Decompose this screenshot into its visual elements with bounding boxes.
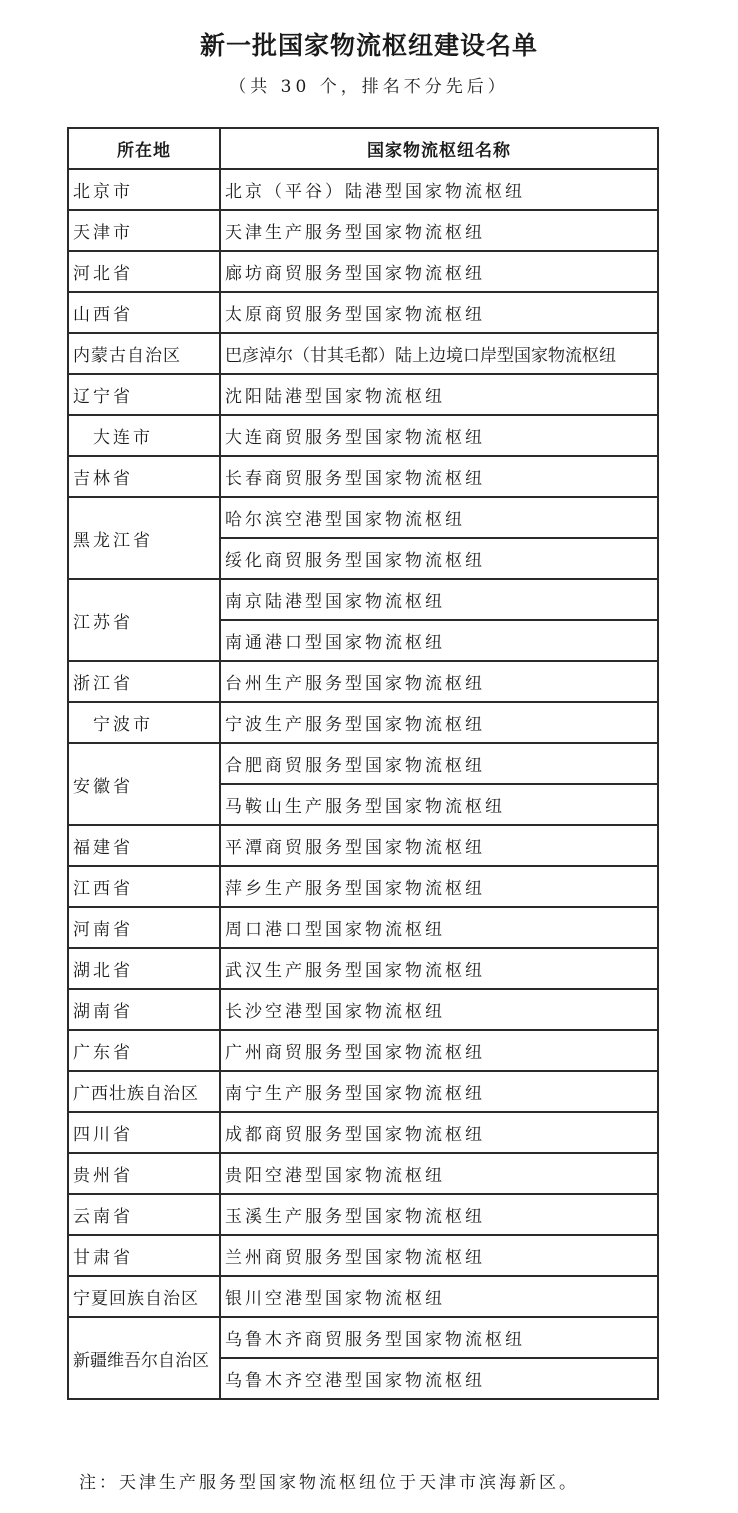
- hub-name-cell: 南通港口型国家物流枢纽: [220, 620, 658, 661]
- table-row: [68, 415, 658, 456]
- table-row: [68, 661, 658, 702]
- hub-name-cell: 武汉生产服务型国家物流枢纽: [220, 948, 658, 989]
- hub-name-cell: 广州商贸服务型国家物流枢纽: [220, 1030, 658, 1071]
- location-cell: 贵州省: [68, 1153, 220, 1194]
- hub-name-cell: 天津生产服务型国家物流枢纽: [220, 210, 658, 251]
- location-cell: 吉林省: [68, 456, 220, 497]
- page-title: 新一批国家物流枢纽建设名单: [199, 31, 538, 60]
- table-row: [68, 866, 658, 907]
- location-cell: 广西壮族自治区: [68, 1071, 220, 1112]
- hub-name-cell: 合肥商贸服务型国家物流枢纽: [220, 743, 658, 784]
- hub-name-cell: 绥化商贸服务型国家物流枢纽: [220, 538, 658, 579]
- location-cell: 新疆维吾尔自治区: [68, 1317, 220, 1399]
- hub-name-cell: 乌鲁木齐空港型国家物流枢纽: [220, 1358, 658, 1399]
- location-cell: 大连市: [68, 415, 220, 456]
- hub-name-cell: 萍乡生产服务型国家物流枢纽: [220, 866, 658, 907]
- hub-name-cell: 沈阳陆港型国家物流枢纽: [220, 374, 658, 415]
- hub-name-cell: 廊坊商贸服务型国家物流枢纽: [220, 251, 658, 292]
- table-row: [68, 825, 658, 866]
- table-row: [68, 702, 658, 743]
- location-cell: 黑龙江省: [68, 497, 220, 579]
- hub-name-cell: 平潭商贸服务型国家物流枢纽: [220, 825, 658, 866]
- hub-name-cell: 贵阳空港型国家物流枢纽: [220, 1153, 658, 1194]
- hub-name-cell: 南京陆港型国家物流枢纽: [220, 579, 658, 620]
- footnote: 注：天津生产服务型国家物流枢纽位于天津市滨海新区。: [79, 1473, 579, 1493]
- table-row: [68, 251, 658, 292]
- table-row: [68, 1276, 658, 1317]
- table-row: [68, 1194, 658, 1235]
- table-row: [68, 210, 658, 251]
- location-cell: 江苏省: [68, 579, 220, 661]
- hub-name-cell: 周口港口型国家物流枢纽: [220, 907, 658, 948]
- header-hub-name: 国家物流枢纽名称: [220, 128, 658, 169]
- hub-name-cell: 成都商贸服务型国家物流枢纽: [220, 1112, 658, 1153]
- table-row: [68, 1071, 658, 1112]
- hub-name-cell: 宁波生产服务型国家物流枢纽: [220, 702, 658, 743]
- location-cell: 浙江省: [68, 661, 220, 702]
- location-cell: 广东省: [68, 1030, 220, 1071]
- table-row: [68, 374, 658, 415]
- table-header-row: [68, 128, 658, 169]
- location-cell: 安徽省: [68, 743, 220, 825]
- hub-list-table: [67, 127, 659, 1400]
- location-cell: 宁波市: [68, 702, 220, 743]
- location-cell: 四川省: [68, 1112, 220, 1153]
- location-cell: 天津市: [68, 210, 220, 251]
- hub-name-cell: 乌鲁木齐商贸服务型国家物流枢纽: [220, 1317, 658, 1358]
- table-row: [68, 1235, 658, 1276]
- location-cell: 内蒙古自治区: [68, 333, 220, 374]
- table-row: [68, 743, 658, 784]
- table-row: [68, 1153, 658, 1194]
- table-row: [68, 456, 658, 497]
- table-row: [68, 948, 658, 989]
- location-cell: 北京市: [68, 169, 220, 210]
- table-row: [68, 292, 658, 333]
- table-row: [68, 497, 658, 538]
- table-row: [68, 333, 658, 374]
- table-row: [68, 907, 658, 948]
- hub-name-cell: 大连商贸服务型国家物流枢纽: [220, 415, 658, 456]
- hub-name-cell: 哈尔滨空港型国家物流枢纽: [220, 497, 658, 538]
- table-row: [68, 989, 658, 1030]
- page-subtitle: （共 30 个，排名不分先后）: [229, 77, 509, 97]
- hub-name-cell: 玉溪生产服务型国家物流枢纽: [220, 1194, 658, 1235]
- location-cell: 山西省: [68, 292, 220, 333]
- header-location: 所在地: [68, 128, 220, 169]
- location-cell: 甘肃省: [68, 1235, 220, 1276]
- hub-name-cell: 巴彦淖尔（甘其毛都）陆上边境口岸型国家物流枢纽: [220, 333, 658, 374]
- location-cell: 湖北省: [68, 948, 220, 989]
- hub-name-cell: 南宁生产服务型国家物流枢纽: [220, 1071, 658, 1112]
- hub-name-cell: 台州生产服务型国家物流枢纽: [220, 661, 658, 702]
- location-cell: 福建省: [68, 825, 220, 866]
- table-row: [68, 1317, 658, 1358]
- table-row: [68, 1030, 658, 1071]
- location-cell: 河北省: [68, 251, 220, 292]
- table-row: [68, 169, 658, 210]
- hub-name-cell: 长沙空港型国家物流枢纽: [220, 989, 658, 1030]
- location-cell: 云南省: [68, 1194, 220, 1235]
- location-cell: 辽宁省: [68, 374, 220, 415]
- table-body: [68, 169, 658, 1399]
- location-cell: 宁夏回族自治区: [68, 1276, 220, 1317]
- table-row: [68, 1112, 658, 1153]
- hub-name-cell: 北京（平谷）陆港型国家物流枢纽: [220, 169, 658, 210]
- hub-name-cell: 银川空港型国家物流枢纽: [220, 1276, 658, 1317]
- table-row: [68, 579, 658, 620]
- location-cell: 江西省: [68, 866, 220, 907]
- hub-name-cell: 马鞍山生产服务型国家物流枢纽: [220, 784, 658, 825]
- hub-name-cell: 兰州商贸服务型国家物流枢纽: [220, 1235, 658, 1276]
- location-cell: 湖南省: [68, 989, 220, 1030]
- location-cell: 河南省: [68, 907, 220, 948]
- hub-name-cell: 长春商贸服务型国家物流枢纽: [220, 456, 658, 497]
- hub-name-cell: 太原商贸服务型国家物流枢纽: [220, 292, 658, 333]
